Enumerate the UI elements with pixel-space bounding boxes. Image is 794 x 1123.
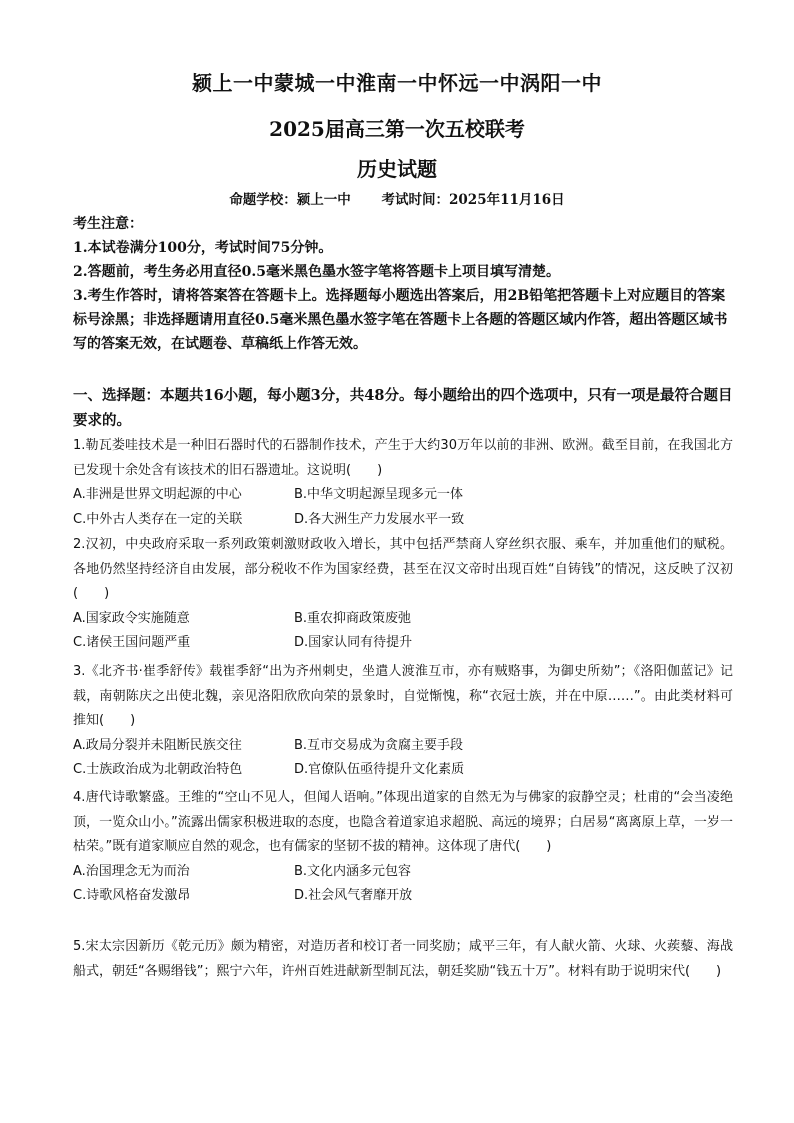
option-b: B.重农抑商政策废弛 [294, 610, 412, 626]
subject-title: 历史试题 [357, 157, 437, 181]
question-4 [73, 786, 733, 909]
question-3 [73, 660, 733, 783]
notice-item: 1.本试卷满分100分，考试时间75分钟。 [73, 240, 333, 256]
notice-item: 2.答题前，考生务必用直径0.5毫米黑色墨水签字笔将答题卡上项目填写清楚。 [73, 264, 560, 280]
question-stem: 2.汉初，中央政府采取一系列政策刺激财政收入增长，其中包括严禁商人穿丝织衣服、乘车，并加重他们的赋税。各地仍然坚持经济自由发展，部分税收不作为国家经费，甚至在汉文帝时出现百姓“自铸钱”的情况，这反映了汉初( ) [73, 537, 733, 602]
option-a: A.政局分裂并未阻断民族交往 [73, 737, 242, 753]
exam-title: 2025届高三第一次五校联考 [269, 117, 525, 141]
question-5 [73, 935, 733, 984]
option-a: A.国家政令实施随意 [73, 610, 190, 626]
option-c: C.诸侯王国问题严重 [73, 635, 191, 651]
exam-time: 考试时间：2025年11月16日 [381, 192, 565, 208]
option-d: D.官僚队伍亟待提升文化素质 [294, 762, 465, 778]
question-1 [73, 434, 733, 532]
exam-meta [0, 188, 794, 208]
option-a: A.非洲是世界文明起源的中心 [73, 487, 242, 503]
section-title: 一、选择题：本题共16小题，每小题3分，共48分。每小题给出的四个选项中，只有一项是最符合题目要求的。 [73, 387, 733, 429]
notice-block [73, 212, 733, 356]
question-stem: 3.《北齐书·崔季舒传》载崔季舒“出为齐州刺史，坐遣人渡淮互市，亦有贼赂事，为御史所劾”；《洛阳伽蓝记》记载，南朝陈庆之出使北魏，亲见洛阳欣欣向荣的景象时，自觉惭愧，称“衣冠士族，并在中原……”。由此类材料可推知( ) [73, 664, 733, 729]
option-c: C.士族政治成为北朝政治特色 [73, 762, 243, 778]
option-b: B.互市交易成为贪腐主要手段 [294, 737, 464, 753]
option-a: A.治国理念无为而治 [73, 863, 190, 879]
question-2 [73, 533, 733, 656]
option-d: D.国家认同有待提升 [294, 635, 413, 651]
option-b: B.文化内涵多元包容 [294, 863, 412, 879]
setter-school: 命题学校：颍上一中 [229, 192, 351, 208]
notice-heading: 考生注意： [73, 216, 143, 232]
notice-item: 3.考生作答时，请将答案答在答题卡上。选择题每小题选出答案后，用2B铅笔把答题卡上对应题目的答案标号涂黑；非选择题请用直径0.5毫米黑色墨水签字笔在答题卡上各题的答题区域内作答，超出答题区域书写的答案无效，在试题卷、草稿纸上作答无效。 [73, 288, 728, 352]
option-c: C.中外古人类存在一定的关联 [73, 511, 243, 527]
option-d: D.社会风气奢靡开放 [294, 888, 413, 904]
question-stem: 4.唐代诗歌繁盛。王维的“空山不见人，但闻人语响。”体现出道家的自然无为与佛家的寂静空灵；杜甫的“会当凌绝顶，一览众山小。”流露出儒家积极进取的态度，也隐含着道家追求超脱、高远的境界；白居易“离离原上草，一岁一枯荣。”既有道家顺应自然的观念，也有儒家的坚韧不拔的精神。这体现了唐代( ) [73, 790, 733, 855]
option-b: B.中华文明起源呈现多元一体 [294, 487, 464, 503]
question-stem: 1.勒瓦娄哇技术是一种旧石器时代的石器制作技术，产生于大约30万年以前的非洲、欧洲。截至目前，在我国北方已发现十余处含有该技术的旧石器遗址。这说明( ) [73, 438, 733, 478]
option-c: C.诗歌风格奋发激昂 [73, 888, 191, 904]
question-stem: 5.宋太宗因新历《乾元历》颇为精密，对造历者和校订者一同奖励；咸平三年，有人献火箭、火球、火蒺藜、海战船式，朝廷“各赐缗钱”；熙宁六年，许州百姓进献新型制瓦法，朝廷奖励“钱五十万”。材料有助于说明宋代( ) [73, 939, 733, 979]
schools-title: 颍上一中蒙城一中淮南一中怀远一中涡阳一中 [192, 71, 602, 95]
option-d: D.各大洲生产力发展水平一致 [294, 511, 465, 527]
